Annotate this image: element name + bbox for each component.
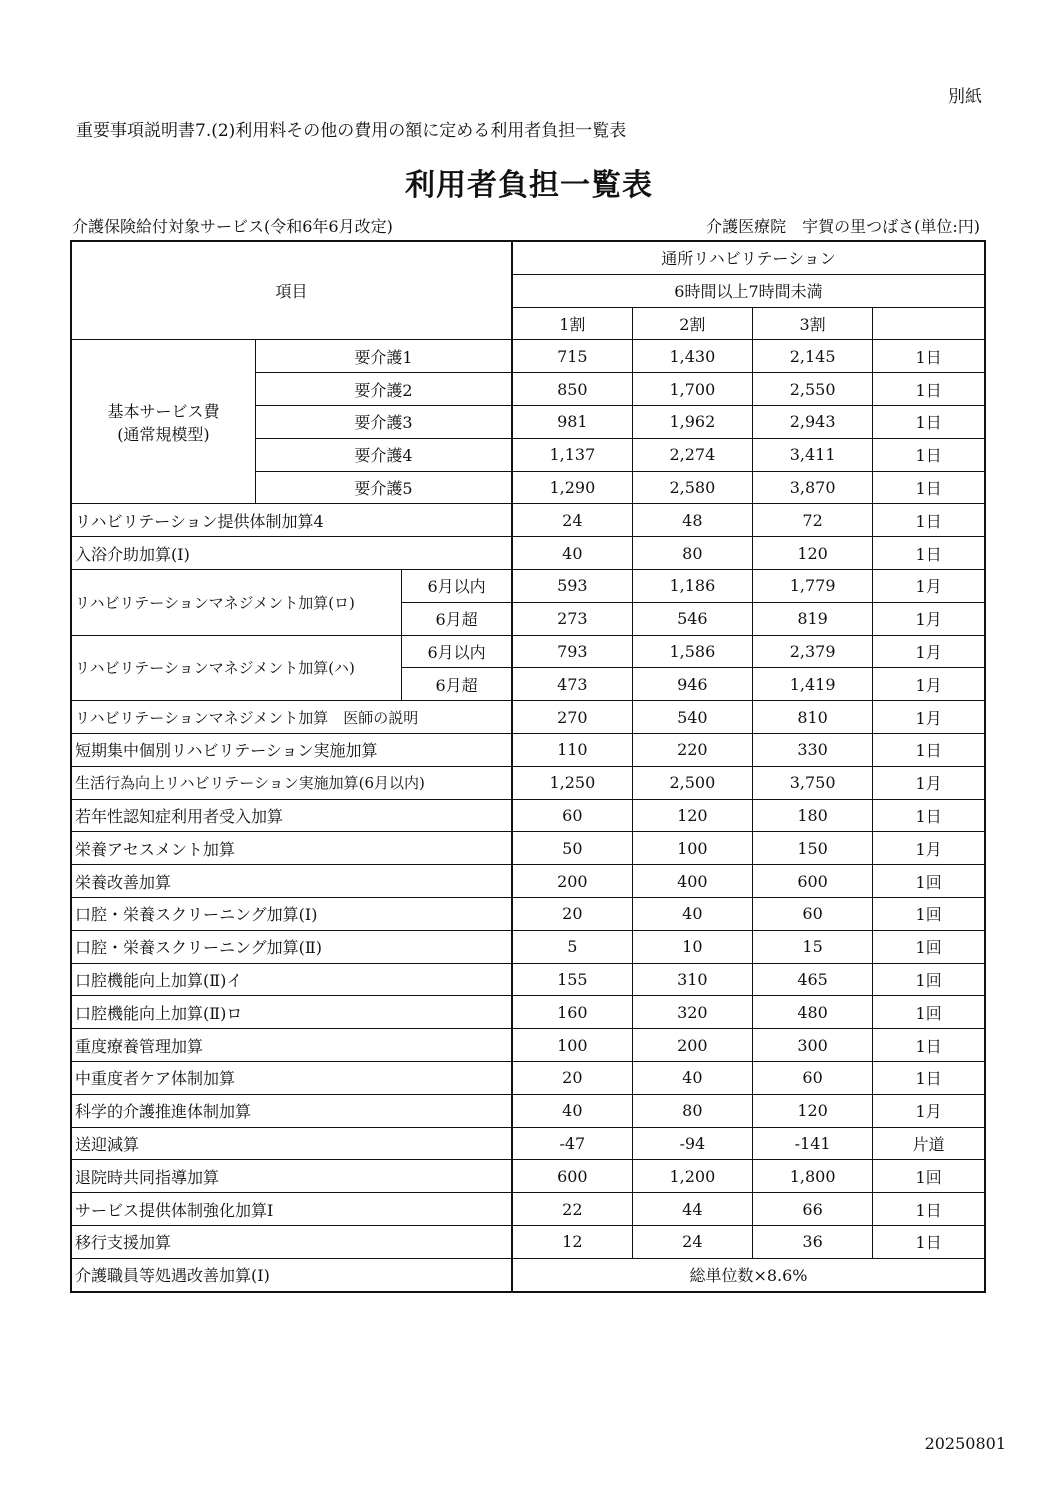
base-group-line1: 基本サービス費 xyxy=(107,401,220,421)
unit-cell: 1日 xyxy=(873,471,985,504)
value-3割: 600 xyxy=(752,865,872,898)
head-item: 項目 xyxy=(71,241,512,340)
table-row xyxy=(71,569,985,602)
table-row xyxy=(71,1094,985,1127)
value-3割: 330 xyxy=(752,733,872,766)
care-level-label: 要介護5 xyxy=(255,471,512,504)
item-label: 移行支援加算 xyxy=(71,1225,512,1258)
head-col1: 1割 xyxy=(512,307,632,340)
value-3割: 66 xyxy=(752,1193,872,1226)
value-1割: 155 xyxy=(512,963,632,996)
table-row xyxy=(71,766,985,799)
value-2割: 100 xyxy=(632,832,752,865)
value-2割: 1,186 xyxy=(632,569,752,602)
value-1割: 473 xyxy=(512,668,632,701)
value-3割: 1,800 xyxy=(752,1160,872,1193)
value-1割: 600 xyxy=(512,1160,632,1193)
table-row xyxy=(71,832,985,865)
unit-cell: 1日 xyxy=(873,1193,985,1226)
item-label: 入浴介助加算(Ⅰ) xyxy=(71,537,512,570)
value-3割: 3,750 xyxy=(752,766,872,799)
value-2割: 946 xyxy=(632,668,752,701)
unit-cell: 1回 xyxy=(873,930,985,963)
table-row xyxy=(71,799,985,832)
item-label: 科学的介護推進体制加算 xyxy=(71,1094,512,1127)
document-subject: 重要事項説明書7.(2)利用料その他の費用の額に定める利用者負担一覧表 xyxy=(76,121,627,141)
table-row xyxy=(71,996,985,1029)
unit-cell: 1回 xyxy=(873,963,985,996)
head-time: 6時間以上7時間未満 xyxy=(512,274,985,307)
value-1割: 793 xyxy=(512,635,632,668)
value-3割: 480 xyxy=(752,996,872,1029)
value-3割: 2,943 xyxy=(752,405,872,438)
mgmt-label: リハビリテーションマネジメント加算(ハ) xyxy=(71,635,402,701)
value-1割: 160 xyxy=(512,996,632,1029)
value-2割: 44 xyxy=(632,1193,752,1226)
value-1割: 200 xyxy=(512,865,632,898)
item-label: 栄養改善加算 xyxy=(71,865,512,898)
value-3割: 2,550 xyxy=(752,373,872,406)
value-1割: 20 xyxy=(512,897,632,930)
item-label: 口腔機能向上加算(Ⅱ)イ xyxy=(71,963,512,996)
betsu-label: 別紙 xyxy=(948,87,982,107)
table-row xyxy=(71,1160,985,1193)
unit-cell: 1日 xyxy=(873,340,985,373)
value-3割: 2,379 xyxy=(752,635,872,668)
unit-cell: 1月 xyxy=(873,832,985,865)
table-row xyxy=(71,1127,985,1160)
value-2割: 1,586 xyxy=(632,635,752,668)
value-2割: -94 xyxy=(632,1127,752,1160)
value-2割: 1,700 xyxy=(632,373,752,406)
value-1割: 50 xyxy=(512,832,632,865)
table-row xyxy=(71,1029,985,1062)
value-1割: 1,137 xyxy=(512,438,632,471)
value-3割: 1,419 xyxy=(752,668,872,701)
table-row xyxy=(71,1225,985,1258)
value-3割: 810 xyxy=(752,701,872,734)
value-1割: 593 xyxy=(512,569,632,602)
table-row xyxy=(71,504,985,537)
value-2割: 10 xyxy=(632,930,752,963)
value-2割: 120 xyxy=(632,799,752,832)
unit-cell: 1月 xyxy=(873,1094,985,1127)
value-2割: 200 xyxy=(632,1029,752,1062)
unit-cell: 1日 xyxy=(873,799,985,832)
value-3割: 60 xyxy=(752,1061,872,1094)
item-label: 栄養アセスメント加算 xyxy=(71,832,512,865)
value-2割: 1,200 xyxy=(632,1160,752,1193)
value-1割: 1,250 xyxy=(512,766,632,799)
unit-cell: 1日 xyxy=(873,1061,985,1094)
value-1割: 850 xyxy=(512,373,632,406)
value-1割: 110 xyxy=(512,733,632,766)
service-note: 介護保険給付対象サービス(令和6年6月改定) xyxy=(72,217,393,236)
table-row xyxy=(71,340,985,373)
table-row xyxy=(71,733,985,766)
value-1割: 981 xyxy=(512,405,632,438)
head-service: 通所リハビリテーション xyxy=(512,241,985,274)
table-row xyxy=(71,963,985,996)
formula-value: 総単位数×8.6% xyxy=(512,1258,985,1291)
value-1割: 100 xyxy=(512,1029,632,1062)
head-unit xyxy=(873,307,985,340)
unit-cell: 1月 xyxy=(873,569,985,602)
period-label: 6月以内 xyxy=(402,569,512,602)
value-2割: 2,580 xyxy=(632,471,752,504)
value-2割: 24 xyxy=(632,1225,752,1258)
table-row xyxy=(71,897,985,930)
page-title: 利用者負担一覧表 xyxy=(405,168,653,203)
period-label: 6月以内 xyxy=(402,635,512,668)
table-row xyxy=(71,701,985,734)
value-2割: 80 xyxy=(632,1094,752,1127)
unit-cell: 1回 xyxy=(873,996,985,1029)
head-col2: 2割 xyxy=(632,307,752,340)
value-2割: 310 xyxy=(632,963,752,996)
care-level-label: 要介護1 xyxy=(255,340,512,373)
value-3割: 60 xyxy=(752,897,872,930)
item-label: 重度療養管理加算 xyxy=(71,1029,512,1062)
item-label: 介護職員等処遇改善加算(Ⅰ) xyxy=(71,1258,512,1291)
value-1割: 20 xyxy=(512,1061,632,1094)
value-3割: 15 xyxy=(752,930,872,963)
unit-cell: 1日 xyxy=(873,405,985,438)
value-1割: 22 xyxy=(512,1193,632,1226)
table-row xyxy=(71,865,985,898)
value-2割: 546 xyxy=(632,602,752,635)
table-row xyxy=(71,1258,985,1291)
item-label: 退院時共同指導加算 xyxy=(71,1160,512,1193)
value-1割: 60 xyxy=(512,799,632,832)
unit-cell: 1回 xyxy=(873,865,985,898)
value-1割: 1,290 xyxy=(512,471,632,504)
value-1割: -47 xyxy=(512,1127,632,1160)
value-3割: 465 xyxy=(752,963,872,996)
value-1割: 40 xyxy=(512,537,632,570)
value-3割: 819 xyxy=(752,602,872,635)
item-label: 送迎減算 xyxy=(71,1127,512,1160)
value-3割: 180 xyxy=(752,799,872,832)
value-3割: 120 xyxy=(752,1094,872,1127)
mgmt-label: リハビリテーションマネジメント加算(ロ) xyxy=(71,569,402,635)
table-row xyxy=(71,1193,985,1226)
value-1割: 715 xyxy=(512,340,632,373)
unit-cell: 1月 xyxy=(873,635,985,668)
care-level-label: 要介護2 xyxy=(255,373,512,406)
value-2割: 48 xyxy=(632,504,752,537)
value-3割: -141 xyxy=(752,1127,872,1160)
fee-table xyxy=(70,240,986,1293)
table-row xyxy=(71,537,985,570)
base-service-group xyxy=(71,340,255,504)
item-label: 口腔機能向上加算(Ⅱ)ロ xyxy=(71,996,512,1029)
value-1割: 5 xyxy=(512,930,632,963)
value-3割: 300 xyxy=(752,1029,872,1062)
item-label: 若年性認知症利用者受入加算 xyxy=(71,799,512,832)
value-3割: 150 xyxy=(752,832,872,865)
care-level-label: 要介護4 xyxy=(255,438,512,471)
value-2割: 220 xyxy=(632,733,752,766)
value-3割: 72 xyxy=(752,504,872,537)
value-3割: 3,870 xyxy=(752,471,872,504)
unit-cell: 1日 xyxy=(873,438,985,471)
value-2割: 2,500 xyxy=(632,766,752,799)
value-3割: 3,411 xyxy=(752,438,872,471)
value-2割: 1,962 xyxy=(632,405,752,438)
value-2割: 320 xyxy=(632,996,752,1029)
item-label: 中重度者ケア体制加算 xyxy=(71,1061,512,1094)
unit-cell: 1月 xyxy=(873,766,985,799)
value-3割: 120 xyxy=(752,537,872,570)
unit-cell: 1日 xyxy=(873,733,985,766)
unit-cell: 1回 xyxy=(873,897,985,930)
value-3割: 36 xyxy=(752,1225,872,1258)
value-3割: 1,779 xyxy=(752,569,872,602)
value-1割: 24 xyxy=(512,504,632,537)
item-label: 短期集中個別リハビリテーション実施加算 xyxy=(71,733,512,766)
head-col3: 3割 xyxy=(752,307,872,340)
unit-cell: 1日 xyxy=(873,1029,985,1062)
value-2割: 40 xyxy=(632,1061,752,1094)
base-group-line2: (通常規模型) xyxy=(117,424,210,444)
unit-cell: 1日 xyxy=(873,1225,985,1258)
facility-name: 介護医療院 宇賀の里つばさ(単位:円) xyxy=(706,217,980,236)
value-2割: 540 xyxy=(632,701,752,734)
unit-cell: 片道 xyxy=(873,1127,985,1160)
value-3割: 2,145 xyxy=(752,340,872,373)
item-label: サービス提供体制強化加算Ⅰ xyxy=(71,1193,512,1226)
value-2割: 80 xyxy=(632,537,752,570)
period-label: 6月超 xyxy=(402,668,512,701)
unit-cell: 1月 xyxy=(873,602,985,635)
unit-cell: 1月 xyxy=(873,701,985,734)
value-2割: 1,430 xyxy=(632,340,752,373)
value-2割: 2,274 xyxy=(632,438,752,471)
table-row xyxy=(71,930,985,963)
item-label: 口腔・栄養スクリーニング加算(Ⅱ) xyxy=(71,930,512,963)
care-level-label: 要介護3 xyxy=(255,405,512,438)
value-1割: 40 xyxy=(512,1094,632,1127)
date-stamp: 20250801 xyxy=(924,1434,1006,1453)
table-row xyxy=(71,1061,985,1094)
value-2割: 400 xyxy=(632,865,752,898)
unit-cell: 1日 xyxy=(873,504,985,537)
value-1割: 12 xyxy=(512,1225,632,1258)
unit-cell: 1日 xyxy=(873,373,985,406)
item-label: 口腔・栄養スクリーニング加算(Ⅰ) xyxy=(71,897,512,930)
table-row xyxy=(71,635,985,668)
unit-cell: 1日 xyxy=(873,537,985,570)
item-label: リハビリテーションマネジメント加算 医師の説明 xyxy=(71,701,512,734)
value-1割: 273 xyxy=(512,602,632,635)
item-label: 生活行為向上リハビリテーション実施加算(6月以内) xyxy=(71,766,512,799)
item-label: リハビリテーション提供体制加算4 xyxy=(71,504,512,537)
unit-cell: 1回 xyxy=(873,1160,985,1193)
value-1割: 270 xyxy=(512,701,632,734)
unit-cell: 1月 xyxy=(873,668,985,701)
period-label: 6月超 xyxy=(402,602,512,635)
value-2割: 40 xyxy=(632,897,752,930)
